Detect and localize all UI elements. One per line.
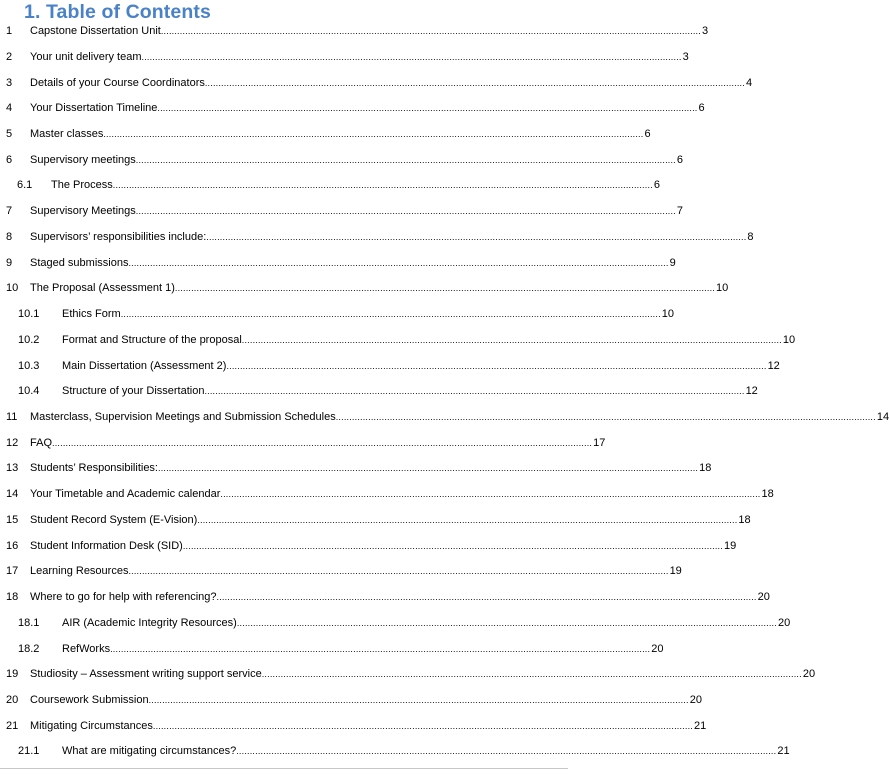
toc-entry-number: 9 <box>6 256 13 269</box>
toc-entry-title: The Process <box>51 179 113 192</box>
toc-entry-title: What are mitigating circumstances? <box>62 745 237 758</box>
toc-entry-number: 6 <box>6 153 13 166</box>
toc-entry-page-number: 18 <box>699 462 712 475</box>
toc-dot-leader: ........................................................................................................................................................................................................ <box>120 309 661 319</box>
toc-entry-page-number: 20 <box>757 591 770 604</box>
toc-entry[interactable] <box>0 280 729 296</box>
toc-entry-number: 1 <box>6 25 13 37</box>
toc-entry[interactable] <box>0 615 791 631</box>
toc-entry[interactable] <box>0 589 770 605</box>
toc-dot-leader: ........................................................................................................................................................................................................ <box>135 206 676 217</box>
toc-dot-leader: ........................................................................................................................................................................................................ <box>204 77 745 88</box>
toc-entry-number: 15 <box>6 513 19 526</box>
toc-entry[interactable] <box>0 152 684 168</box>
page-bottom-divider <box>0 768 568 769</box>
toc-entry-page-number: 10 <box>782 333 796 346</box>
toc-dot-leader: ........................................................................................................................................................................................................ <box>160 26 701 36</box>
toc-entry-title: Format and Structure of the proposal <box>62 333 242 346</box>
toc-entry-number: 10.3 <box>18 359 40 372</box>
toc-entry-title: Student Record System (E-Vision) <box>30 513 198 526</box>
toc-entry-page-number: 19 <box>669 565 682 578</box>
toc-entry-number: 7 <box>6 205 13 218</box>
toc-entry[interactable] <box>0 383 758 399</box>
toc-dot-leader: ........................................................................................................................................................................................................ <box>158 463 699 474</box>
toc-dot-leader: ........................................................................................................................................................................................................ <box>148 695 689 705</box>
toc-entry-page-number: 19 <box>723 539 737 552</box>
toc-entry-number: 17 <box>6 565 19 578</box>
toc-entry[interactable] <box>0 563 682 579</box>
toc-dot-leader: ........................................................................................................................................................................................................ <box>197 514 738 525</box>
toc-entry-number: 20 <box>6 694 19 706</box>
toc-entry[interactable] <box>0 666 816 682</box>
toc-entry-number: 16 <box>6 539 19 552</box>
toc-entry-number: 10 <box>6 282 19 295</box>
toc-entry-page-number: 12 <box>745 385 758 398</box>
toc-entry-page-number: 6 <box>653 179 660 192</box>
toc-entry-page-number: 6 <box>676 153 684 166</box>
toc-entry-number: 10.2 <box>18 333 40 346</box>
toc-dot-leader: ........................................................................................................................................................................................................ <box>335 411 876 422</box>
toc-dot-leader: ........................................................................................................................................................................................................ <box>152 720 693 731</box>
toc-entry-number: 21 <box>6 719 19 732</box>
toc-entry-page-number: 4 <box>745 76 753 89</box>
toc-entry[interactable] <box>0 23 709 39</box>
toc-entry-title: Your unit delivery team <box>30 50 142 63</box>
toc-entry-number: 4 <box>6 102 13 115</box>
toc-entry-number: 3 <box>6 76 13 89</box>
toc-entry-title: Capstone Dissertation Unit <box>30 25 161 37</box>
toc-entry-title: FAQ <box>30 436 53 449</box>
toc-entry-page-number: 12 <box>767 359 780 372</box>
toc-entry[interactable] <box>0 512 751 528</box>
toc-entry-page-number: 20 <box>777 616 791 629</box>
toc-dot-leader: ........................................................................................................................................................................................................ <box>128 257 669 268</box>
toc-entry-page-number: 8 <box>747 230 754 243</box>
toc-entry-title: Ethics Form <box>62 308 121 320</box>
toc-dot-leader: ........................................................................................................................................................................................................ <box>216 592 757 603</box>
toc-entry-number: 21.1 <box>18 745 40 758</box>
toc-dot-leader: ........................................................................................................................................................................................................ <box>112 180 653 191</box>
toc-entry[interactable] <box>0 743 790 759</box>
toc-entry[interactable] <box>0 49 689 65</box>
toc-entry[interactable] <box>0 229 754 245</box>
toc-dot-leader: ........................................................................................................................................................................................................ <box>141 51 682 62</box>
toc-entry-title: AIR (Academic Integrity Resources) <box>62 616 237 629</box>
toc-entry-number: 12 <box>6 436 19 449</box>
toc-entry[interactable] <box>0 409 889 425</box>
toc-entry-title: Supervisory meetings <box>30 153 136 166</box>
toc-dot-leader: ........................................................................................................................................................................................................ <box>128 566 669 577</box>
toc-entry[interactable] <box>0 358 780 374</box>
toc-dot-leader: ........................................................................................................................................................................................................ <box>135 154 676 165</box>
toc-entry-title: Studiosity – Assessment writing support service <box>30 668 262 681</box>
toc-dot-leader: ........................................................................................................................................................................................................ <box>174 283 715 294</box>
toc-entry[interactable] <box>0 641 664 657</box>
toc-entry-number: 10.1 <box>18 308 40 320</box>
toc-dot-leader: ........................................................................................................................................................................................................ <box>226 360 767 371</box>
toc-entry[interactable] <box>0 692 702 708</box>
toc-entry-page-number: 3 <box>701 25 709 37</box>
toc-entry[interactable] <box>0 332 796 348</box>
toc-entry-title: Learning Resources <box>30 565 129 578</box>
toc-entry[interactable] <box>0 718 707 734</box>
toc-entry[interactable] <box>0 306 675 322</box>
toc-dot-leader: ........................................................................................................................................................................................................ <box>241 334 782 345</box>
toc-entry-title: Details of your Course Coordinators <box>30 76 205 89</box>
toc-entry[interactable] <box>0 255 676 271</box>
toc-entry-number: 5 <box>6 127 13 140</box>
toc-entry-page-number: 21 <box>777 745 790 758</box>
toc-entry-title: Your Timetable and Academic calendar <box>30 488 221 501</box>
toc-entry-page-number: 10 <box>661 308 675 320</box>
toc-entry-title: Main Dissertation (Assessment 2) <box>62 359 227 372</box>
toc-entry[interactable] <box>0 203 684 219</box>
toc-dot-leader: ........................................................................................................................................................................................................ <box>236 617 777 628</box>
toc-entry-title: Structure of your Dissertation <box>62 385 205 398</box>
toc-entry-title: Staged submissions <box>30 256 129 269</box>
toc-entry-page-number: 18 <box>761 488 774 501</box>
toc-entry-page-number: 18 <box>738 513 751 526</box>
toc-entry-number: 6.1 <box>17 179 33 192</box>
toc-dot-leader: ........................................................................................................................................................................................................ <box>236 746 777 757</box>
toc-entry-number: 14 <box>6 488 19 501</box>
toc-entry-page-number: 20 <box>689 694 702 706</box>
toc-entry-page-number: 17 <box>593 436 606 449</box>
toc-entry-title: Supervisors’ responsibilities include: <box>30 230 207 243</box>
toc-dot-leader: ........................................................................................................................................................................................................ <box>261 669 802 680</box>
toc-dot-leader: ........................................................................................................................................................................................................ <box>52 437 593 448</box>
toc-entry-page-number: 9 <box>669 256 676 269</box>
toc-entry[interactable] <box>0 435 606 451</box>
toc-dot-leader: ........................................................................................................................................................................................................ <box>204 386 745 397</box>
toc-entry-title: Mitigating Circumstances <box>30 719 153 732</box>
toc-entry[interactable] <box>0 75 753 91</box>
toc-entry-title: RefWorks <box>62 642 111 655</box>
toc-entry[interactable] <box>0 538 737 554</box>
toc-entry-number: 18.2 <box>18 642 40 655</box>
toc-dot-leader: ........................................................................................................................................................................................................ <box>182 540 723 551</box>
toc-entry-number: 18 <box>6 591 19 604</box>
toc-entry-title: Students’ Responsibilities: <box>30 462 158 475</box>
toc-entry-page-number: 10 <box>716 282 729 295</box>
toc-entry-number: 18.1 <box>18 616 40 629</box>
toc-entry-title: Student Information Desk (SID) <box>30 539 183 552</box>
toc-dot-leader: ........................................................................................................................................................................................................ <box>220 489 761 500</box>
toc-entry-page-number: 6 <box>644 127 651 140</box>
toc-entry-page-number: 14 <box>876 410 889 423</box>
toc-entry-title: The Proposal (Assessment 1) <box>30 282 175 295</box>
toc-entry-number: 19 <box>6 668 19 681</box>
toc-dot-leader: ........................................................................................................................................................................................................ <box>157 103 698 114</box>
toc-entry-number: 11 <box>6 410 18 423</box>
toc-dot-leader: ........................................................................................................................................................................................................ <box>103 128 644 139</box>
toc-entry-page-number: 21 <box>693 719 707 732</box>
page-title: 1. Table of Contents <box>24 1 211 23</box>
toc-entry-number: 10.4 <box>18 385 40 398</box>
toc-entry-title: Your Dissertation Timeline <box>30 102 158 115</box>
toc-entry-title: Supervisory Meetings <box>30 205 136 218</box>
toc-entry-title: Coursework Submission <box>30 694 149 706</box>
toc-entry-number: 13 <box>6 462 19 475</box>
toc-entry-number: 8 <box>6 230 13 243</box>
toc-entry-title: Masterclass, Supervision Meetings and Submission Schedules <box>30 410 336 423</box>
toc-entry[interactable] <box>0 486 774 502</box>
toc-entry-page-number: 20 <box>802 668 816 681</box>
toc-entry[interactable] <box>0 460 712 476</box>
toc-entry-number: 2 <box>6 50 13 63</box>
toc-dot-leader: ........................................................................................................................................................................................................ <box>110 643 651 654</box>
toc-entry[interactable] <box>0 100 705 116</box>
toc-dot-leader: ........................................................................................................................................................................................................ <box>206 231 747 242</box>
toc-entry[interactable] <box>0 126 651 142</box>
toc-entry-title: Master classes <box>30 127 104 140</box>
toc-entry-page-number: 3 <box>682 50 689 63</box>
toc-entry-title: Where to go for help with referencing? <box>30 591 217 604</box>
toc-entry-page-number: 6 <box>698 102 705 115</box>
toc-entry-page-number: 7 <box>676 205 684 218</box>
toc-entry[interactable] <box>0 177 660 193</box>
toc-entry-page-number: 20 <box>651 642 664 655</box>
